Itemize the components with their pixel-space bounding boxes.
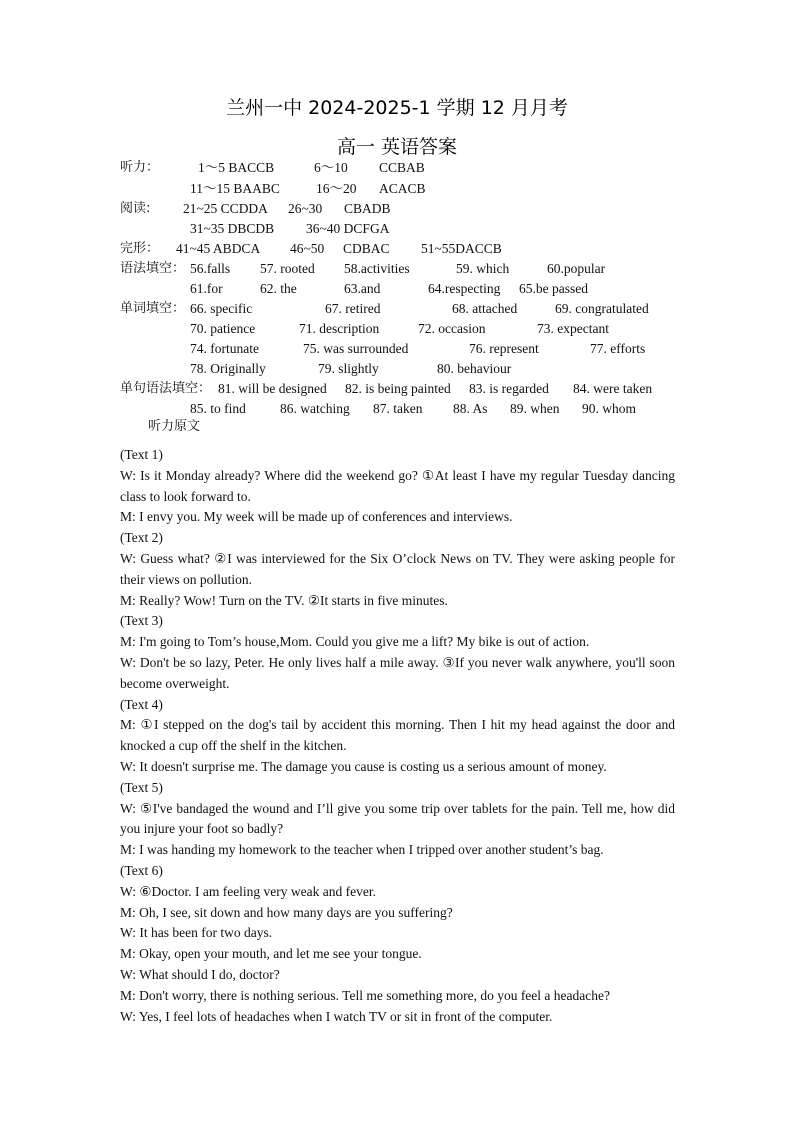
listening-answer: 1～5 BACCB (198, 160, 275, 175)
grammar-answer: 64.respecting (428, 281, 501, 296)
sentence-answer: 88. As (453, 401, 488, 416)
word-answer: 75. was surrounded (303, 341, 409, 356)
reading-range: 26~30 (288, 201, 323, 216)
sentence-answer: 81. will be designed (218, 381, 327, 396)
transcript-line: (Text 5) (120, 779, 163, 795)
reading-label: 阅读: (120, 201, 151, 216)
transcript-line: W: It has been for two days. (120, 925, 273, 941)
transcript-line: M: ①I stepped on the dog's tail by accident this morning. Then I hit my head against the door and knocked a cup off the shelf in the kitchen. (120, 717, 675, 754)
transcript-line: (Text 6) (120, 862, 163, 878)
transcript-line: M: I envy you. My week will be made up of conferences and interviews. (120, 509, 513, 525)
word-answer: 66. specific (190, 301, 253, 316)
word-fill-label: 单词填空： (120, 301, 186, 316)
grammar-answer: 62. the (260, 281, 297, 296)
word-answer: 68. attached (452, 301, 518, 316)
sentence-answer: 84. were taken (573, 381, 653, 396)
word-answer: 74. fortunate (190, 341, 259, 356)
transcript-line: (Text 3) (120, 613, 163, 629)
grammar-answer: 59. which (456, 261, 510, 276)
sentence-answer: 85. to find (190, 401, 246, 416)
transcript-line: (Text 1) (120, 447, 163, 462)
cloze-answer: 51~55DACCB (421, 241, 502, 256)
reading-answer: 21~25 CCDDA (183, 201, 268, 216)
grammar-answer: 56.falls (190, 261, 231, 276)
sentence-answer: 90. whom (582, 401, 636, 416)
transcript-line: W: Yes, I feel lots of headaches when I watch TV or sit in front of the computer. (120, 1008, 553, 1024)
word-answer: 67. retired (325, 301, 381, 316)
cloze-answer: 41~45 ABDCA (176, 241, 261, 256)
transcript-line: W: ⑤I've bandaged the wound and I’ll give you some trip over tablets for the pain. Tell me, how did you injure your foot so badly? (120, 800, 675, 837)
word-answer: 79. slightly (318, 361, 379, 376)
word-answer: 71. description (299, 321, 380, 336)
reading-answer: 36~40 DCFGA (306, 221, 390, 236)
transcript-line: W: It doesn't surprise me. The damage you cause is costing us a serious amount of money. (120, 758, 607, 774)
transcript-heading: 听力原文 (148, 419, 201, 434)
listening-label: 听力： (120, 160, 160, 175)
grammar-answer: 58.activities (344, 261, 410, 276)
word-answer: 78. Originally (190, 361, 266, 376)
transcript-line: M: I was handing my homework to the teacher when I tripped over another student’s bag. (120, 842, 604, 858)
sentence-answer: 82. is being painted (345, 381, 451, 396)
transcript-line: W: What should I do, doctor? (120, 966, 280, 982)
listening-range: 16～20 (316, 181, 357, 196)
word-answer: 80. behaviour (437, 361, 512, 376)
transcript-line: (Text 4) (120, 696, 163, 712)
listening-answer: ACACB (379, 181, 426, 196)
listening-transcript (120, 445, 675, 1027)
listening-range: 6～10 (314, 160, 348, 175)
listening-answer: 11～15 BAABC (190, 181, 280, 196)
reading-answer: CBADB (344, 201, 391, 216)
transcript-line: M: Don't worry, there is nothing serious. Tell me something more, do you feel a headache? (120, 987, 610, 1003)
grammar-answer: 63.and (344, 281, 381, 296)
grammar-answer: 65.be passed (519, 281, 588, 296)
word-answer: 76. represent (469, 341, 539, 356)
cloze-answer: CDBAC (343, 241, 390, 256)
transcript-line: W: ⑥Doctor. I am feeling very weak and fever. (120, 883, 376, 899)
page-title: 兰州一中 2024-2025-1 学期 12 月月考 (226, 97, 568, 119)
transcript-line: M: Okay, open your mouth, and let me see your tongue. (120, 946, 422, 962)
cloze-label: 完形： (120, 241, 160, 256)
reading-answer: 31~35 DBCDB (190, 221, 275, 236)
page-subtitle: 高一 英语答案 (336, 136, 458, 158)
word-answer: 73. expectant (537, 321, 609, 336)
word-answer: 72. occasion (418, 321, 486, 336)
transcript-line: M: I'm going to Tom’s house,Mom. Could you give me a lift? My bike is out of action. (120, 634, 590, 650)
grammar-answer: 61.for (190, 281, 223, 296)
sentence-answer: 87. taken (373, 401, 423, 416)
grammar-answer: 57. rooted (260, 261, 315, 276)
transcript-line: W: Guess what? ②I was interviewed for the Six O’clock News on TV. They were asking people for their views on pollution. (120, 550, 675, 587)
transcript-line: M: Really? Wow! Turn on the TV. ②It starts in five minutes. (120, 592, 448, 608)
transcript-line: W: Is it Monday already? Where did the weekend go? ①At least I have my regular Tuesday dancing class to look forward to. (120, 467, 675, 504)
cloze-range: 46~50 (290, 241, 325, 256)
sentence-answer: 86. watching (280, 401, 350, 416)
sentence-answer: 83. is regarded (469, 381, 549, 396)
transcript-line: W: Don't be so lazy, Peter. He only lives half a mile away. ③If you never walk anywhere, you'll soon become overweight. (120, 654, 675, 691)
transcript-line: (Text 2) (120, 530, 163, 546)
listening-answer: CCBAB (379, 160, 425, 175)
sentence-fill-label: 单句语法填空： (120, 381, 212, 396)
grammar-label: 语法填空： (120, 261, 186, 276)
transcript-line: M: Oh, I see, sit down and how many days are you suffering? (120, 904, 453, 920)
grammar-answer: 60.popular (547, 261, 606, 276)
sentence-answer: 89. when (510, 401, 560, 416)
word-answer: 77. efforts (590, 341, 646, 356)
word-answer: 70. patience (190, 321, 256, 336)
word-answer: 69. congratulated (555, 301, 649, 316)
